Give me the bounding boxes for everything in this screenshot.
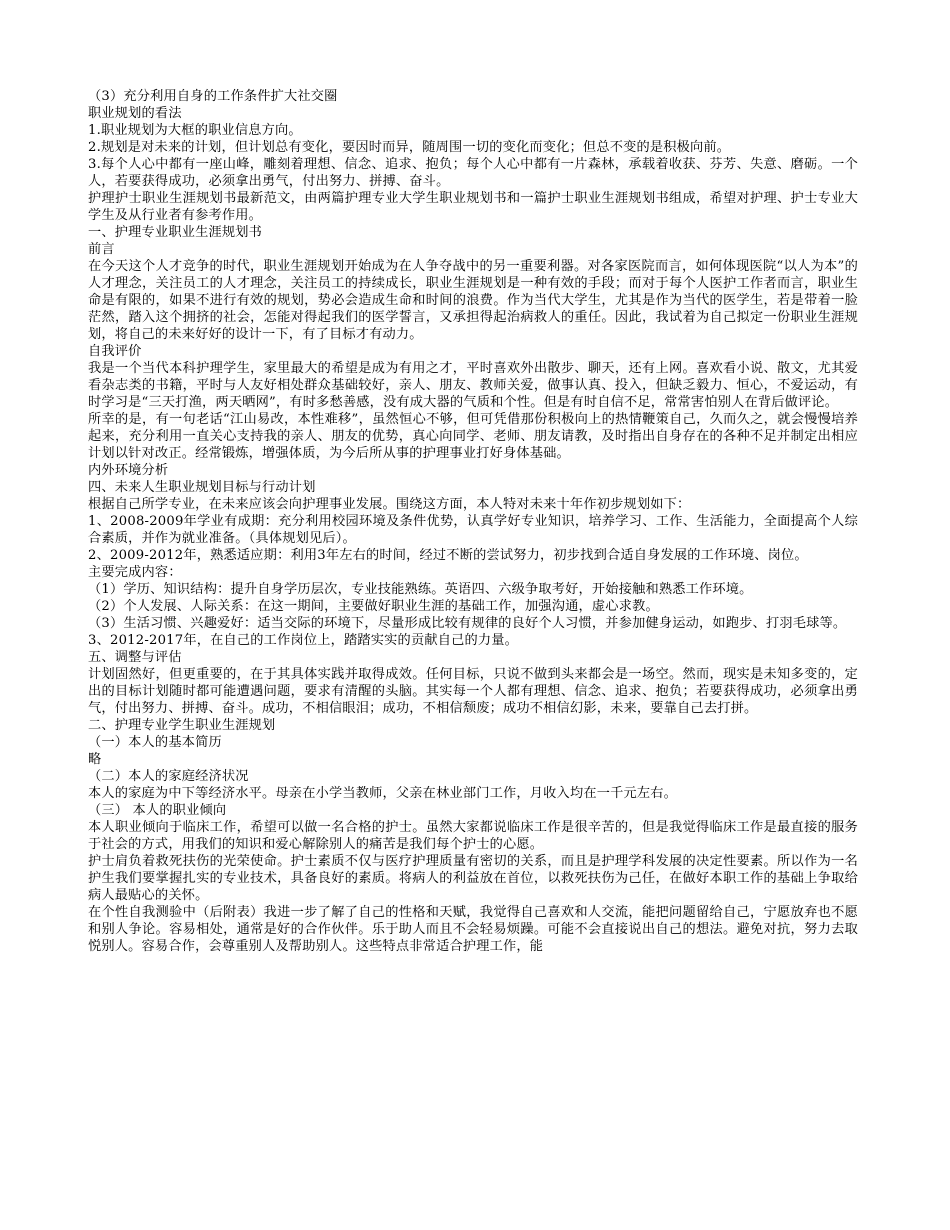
text-paragraph: 护理护士职业生涯规划书最新范文，由两篇护理专业大学生职业规划书和一篇护士职业生涯规划书组成，希望对护理、护士专业大学生及从行业者有参考作用。 bbox=[88, 191, 858, 223]
text-paragraph: 在个性自我测验中（后附表）我进一步了解了自己的性格和天赋，我觉得自己喜欢和人交流，能把问题留给自己，宁愿放弃也不愿和别人争论。容易相处，通常是好的合作伙伴。乐于助人而且不会轻易烦躁。可能不会直接说出自己的想法。避免对抗，努力去取悦别人。容易合作，会尊重别人及帮助别人。这些特点非常适合护理工作，能 bbox=[88, 905, 858, 954]
text-paragraph: （2）个人发展、人际关系：在这一期间，主要做好职业生涯的基础工作，加强沟通，虚心求教。 bbox=[88, 599, 659, 614]
text-paragraph: 一、护理专业职业生涯规划书 bbox=[88, 225, 263, 240]
text-paragraph: 护士肩负着救死扶伤的光荣使命。护士素质不仅与医疗护理质量有密切的关系，而且是护理学科发展的决定性要素。所以作为一名护生我们要掌握扎实的专业技术，具备良好的素质。将病人的利益放在首位，以救死扶伤为己任，在做好本职工作的基础上争取给病人最贴心的关怀。 bbox=[88, 854, 858, 903]
document-body bbox=[88, 88, 858, 955]
text-paragraph: 略 bbox=[88, 752, 102, 767]
text-paragraph: 根据自己所学专业，在未来应该会向护理事业发展。围绕这方面，本人特对未来十年作初步规划如下： bbox=[88, 497, 691, 512]
text-paragraph: 3.每个人心中都有一座山峰，雕刻着理想、信念、追求、抱负；每个人心中都有一片森林，承载着收获、芬芳、失意、磨砺。一个人，若要获得成功，必须拿出勇气，付出努力、拼搏、奋斗。 bbox=[88, 157, 858, 189]
text-paragraph: 职业规划的看法 bbox=[88, 106, 182, 121]
text-paragraph: 所幸的是，有一句老话“江山易改，本性难移”，虽然恒心不够，但可凭借那份积极向上的热情鞭策自己，久而久之，就会慢慢培养起来，充分利用一直关心支持我的亲人、朋友的优势，真心向同学、老师、朋友请教，及时指出自身存在的各种不足并制定出相应计划以针对改正。经常锻炼，增强体质，为今后所从事的护理事业打好身体基础。 bbox=[88, 412, 858, 461]
text-paragraph: （一）本人的基本简历 bbox=[88, 735, 222, 750]
text-paragraph: 3、2012-2017年，在自己的工作岗位上，踏踏实实的贡献自己的力量。 bbox=[88, 633, 519, 648]
text-paragraph: （二）本人的家庭经济状况 bbox=[88, 769, 249, 784]
text-paragraph: 自我评价 bbox=[88, 344, 142, 359]
text-paragraph: 在今天这个人才竞争的时代，职业生涯规划开始成为在人争夺战中的另一重要利器。对各家医院而言，如何体现医院“以人为本”的人才理念，关注员工的人才理念，关注员工的持续成长，职业生涯规划是一种有效的手段；而对于每个人医护工作者而言，职业生命是有限的，如果不进行有效的规划，势必会造成生命和时间的浪费。作为当代大学生，尤其是作为当代的医学生，若是带着一脸茫然，踏入这个拥挤的社会，怎能对得起我们的医学誓言，又承担得起治病救人的重任。因此，我试着为自己拟定一份职业生涯规划，将自己的未来好好的设计一下，有了目标才有动力。 bbox=[88, 259, 858, 342]
text-paragraph: 主要完成内容： bbox=[88, 565, 182, 580]
text-paragraph: 本人职业倾向于临床工作，希望可以做一名合格的护士。虽然大家都说临床工作是很辛苦的，但是我觉得临床工作是最直接的服务于社会的方式，用我们的知识和爱心解除别人的痛苦是我们每个护士的心愿。 bbox=[88, 820, 858, 852]
text-paragraph: 二、护理专业学生职业生涯规划 bbox=[88, 718, 276, 733]
text-paragraph: （3）生活习惯、兴趣爱好：适当交际的环境下，尽量形成比较有规律的良好个人习惯，并参加健身运动，如跑步、打羽毛球等。 bbox=[88, 616, 847, 631]
text-paragraph: 五、调整与评估 bbox=[88, 650, 182, 665]
text-paragraph: （三） 本人的职业倾向 bbox=[88, 803, 227, 818]
text-paragraph: 1、2008-2009年学业有成期：充分利用校园环境及条件优势，认真学好专业知识，培养学习、工作、生活能力，全面提高个人综合素质，并作为就业准备。（具体规划见后）。 bbox=[88, 514, 858, 546]
text-paragraph: 四、未来人生职业规划目标与行动计划 bbox=[88, 480, 316, 495]
text-paragraph: （3）充分利用自身的工作条件扩大社交圈 bbox=[88, 89, 338, 104]
text-paragraph: 前言 bbox=[88, 242, 115, 257]
text-paragraph: 2.规划是对未来的计划，但计划总有变化，要因时而异，随周围一切的变化而变化；但总不变的是积极向前。 bbox=[88, 140, 731, 155]
text-paragraph: （1）学历、知识结构：提升自身学历层次，专业技能熟练。英语四、六级争取考好，开始接触和熟悉工作环境。 bbox=[88, 582, 753, 597]
text-paragraph: 1.职业规划为大框的职业信息方向。 bbox=[88, 123, 302, 138]
text-paragraph: 内外环境分析 bbox=[88, 463, 169, 478]
text-paragraph: 2、2009-2012年，熟悉适应期：利用3年左右的时间，经过不断的尝试努力，初步找到合适自身发展的工作环境、岗位。 bbox=[88, 548, 808, 563]
text-paragraph: 我是一个当代本科护理学生，家里最大的希望是成为有用之才，平时喜欢外出散步、聊天，还有上网。喜欢看小说、散文，尤其爱看杂志类的书籍，平时与人友好相处群众基础较好，亲人、朋友、教师关爱，做事认真、投入，但缺乏毅力、恒心，不爱运动，有时学习是“三天打渔，两天晒网”，有时多愁善感，没有成大器的气质和个性。但是有时自信不足，常常害怕别人在背后做评论。 bbox=[88, 361, 858, 410]
text-paragraph: 本人的家庭为中下等经济水平。母亲在小学当教师，父亲在林业部门工作，月收入均在一千元左右。 bbox=[88, 786, 678, 801]
text-paragraph: 计划固然好，但更重要的，在于其具体实践并取得成效。任何目标，只说不做到头来都会是一场空。然而，现实是未知多变的，定出的目标计划随时都可能遭遇问题，要求有清醒的头脑。其实每一个人都有理想、信念、追求、抱负；若要获得成功，必须拿出勇气，付出努力、拼搏、奋斗。成功，不相信眼泪；成功，不相信颓废；成功不相信幻影，未来，要靠自己去打拼。 bbox=[88, 667, 858, 716]
